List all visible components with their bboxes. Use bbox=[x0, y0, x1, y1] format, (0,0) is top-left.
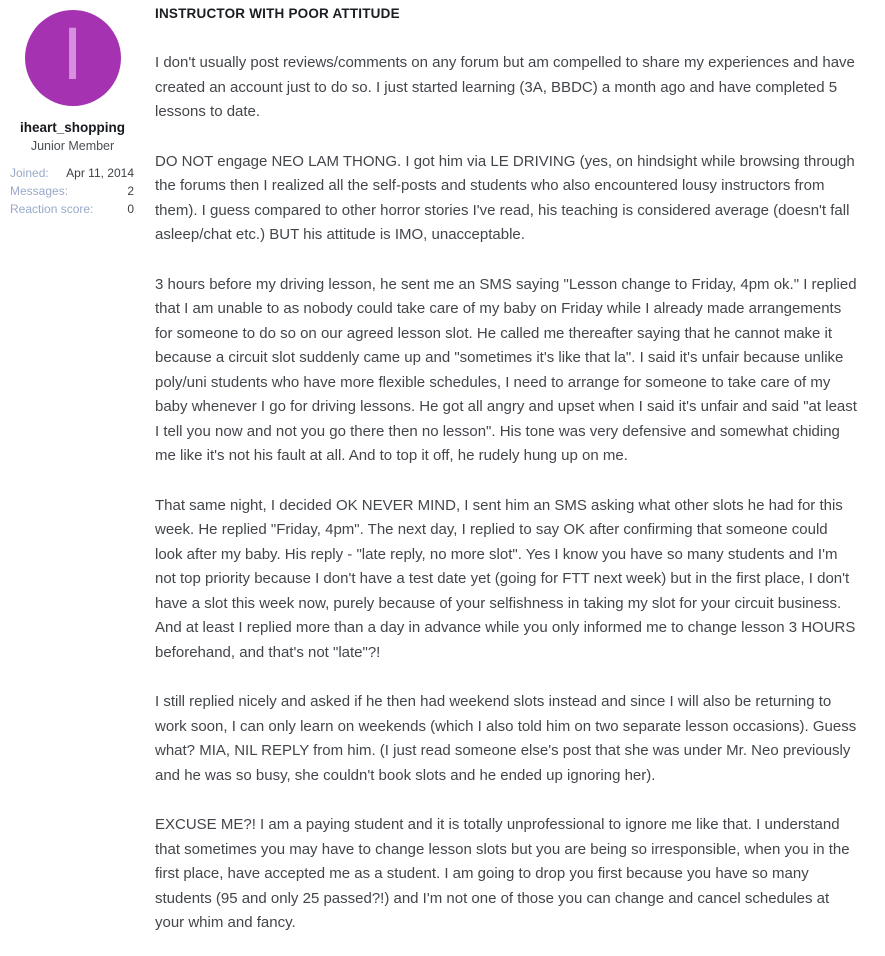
stat-label: Reaction score: bbox=[10, 202, 94, 216]
username-link[interactable]: iheart_shopping bbox=[19, 120, 125, 135]
user-title: Junior Member bbox=[30, 139, 115, 153]
post-text bbox=[155, 51, 858, 936]
user-stat-row bbox=[10, 200, 134, 218]
post-content bbox=[145, 0, 870, 956]
post-paragraph: 3 hours before my driving lesson, he sent me an SMS saying "Lesson change to Friday, 4pm ok." I replied that I am unable to as nobody could take care of my baby on Friday while I already made arrangements for someone to do so on our agreed lesson slot. He called me thereafter saying that he cannot make it because a circuit slot suddenly came up and "sometimes it's like that la". I said it's unfair because unlike poly/uni students who have more flexible schedules, I need to arrange for someone to take care of my baby whenever I go for driving lessons. He got all angry and upset when I said it's unfair and said "at least I tell you now and not you go there then no lesson". His tone was very defensive and somewhat chiding me like it's not his fault at all. And to top it off, he rudely hung up on me. bbox=[155, 275, 857, 464]
user-stat-row bbox=[10, 182, 134, 200]
post-paragraph: EXCUSE ME?! I am a paying student and it is totally unprofessional to ignore me like that. I understand that sometimes you may have to change lesson slots but you are being so irresponsible, when you in the first place, have accepted me as a student. I am going to drop you first because you have so many students (95 and only 25 passed?!) and I'm not one of those you can change and cancel schedules at your whim and fancy. bbox=[155, 816, 850, 931]
post-title: INSTRUCTOR WITH POOR ATTITUDE bbox=[155, 6, 400, 21]
post-author-panel bbox=[0, 0, 145, 218]
user-stats bbox=[0, 164, 145, 218]
post-paragraph: DO NOT engage NEO LAM THONG. I got him via LE DRIVING (yes, on hindsight while browsing through the forums then I realized all the self-posts and students who also encountered lousy instructors from them). I guess compared to other horror stories I've read, his teaching is considered average (doesn't fall asleep/chat etc.) BUT his attitude is IMO, unacceptable. bbox=[155, 152, 855, 243]
avatar-letter: I bbox=[62, 12, 83, 95]
stat-value: 2 bbox=[127, 184, 134, 198]
post-paragraph: I still replied nicely and asked if he then had weekend slots instead and since I will also be returning to work soon, I can only learn on weekends (which I also told him on two separate lesson occasions). Guess what? MIA, NIL REPLY from him. (I just read someone else's post that she was under Mr. Neo previously and he was so busy, she couldn't book slots and he ended up ignoring her). bbox=[155, 693, 857, 784]
stat-label: Messages: bbox=[10, 184, 69, 198]
stat-value: Apr 11, 2014 bbox=[66, 166, 134, 180]
post-paragraph: That same night, I decided OK NEVER MIND, I sent him an SMS asking what other slots he had for this week. He replied "Friday, 4pm". The next day, I replied to say OK after confirming that someone could look after my baby. His reply - "late reply, no more slot". Yes I know you have so many students and I'm not top priority because I don't have a test date yet (going for FTT next week) but in the first place, I don't have a slot this week now, purely because of your selfishness in taking my slot for your circuit business. And at least I replied more than a day in advance while you only informed me to change lesson 3 HOURS beforehand, and that's not "late"?! bbox=[155, 496, 856, 661]
stat-value: 0 bbox=[127, 202, 134, 216]
stat-label: Joined: bbox=[10, 166, 49, 180]
user-stat-row bbox=[10, 164, 134, 182]
post-paragraph: I don't usually post reviews/comments on any forum but am compelled to share my experiences and have created an account just to do so. I just started learning (3A, BBDC) a month ago and have completed 5 lessons to date. bbox=[155, 54, 855, 120]
avatar[interactable] bbox=[25, 10, 121, 106]
